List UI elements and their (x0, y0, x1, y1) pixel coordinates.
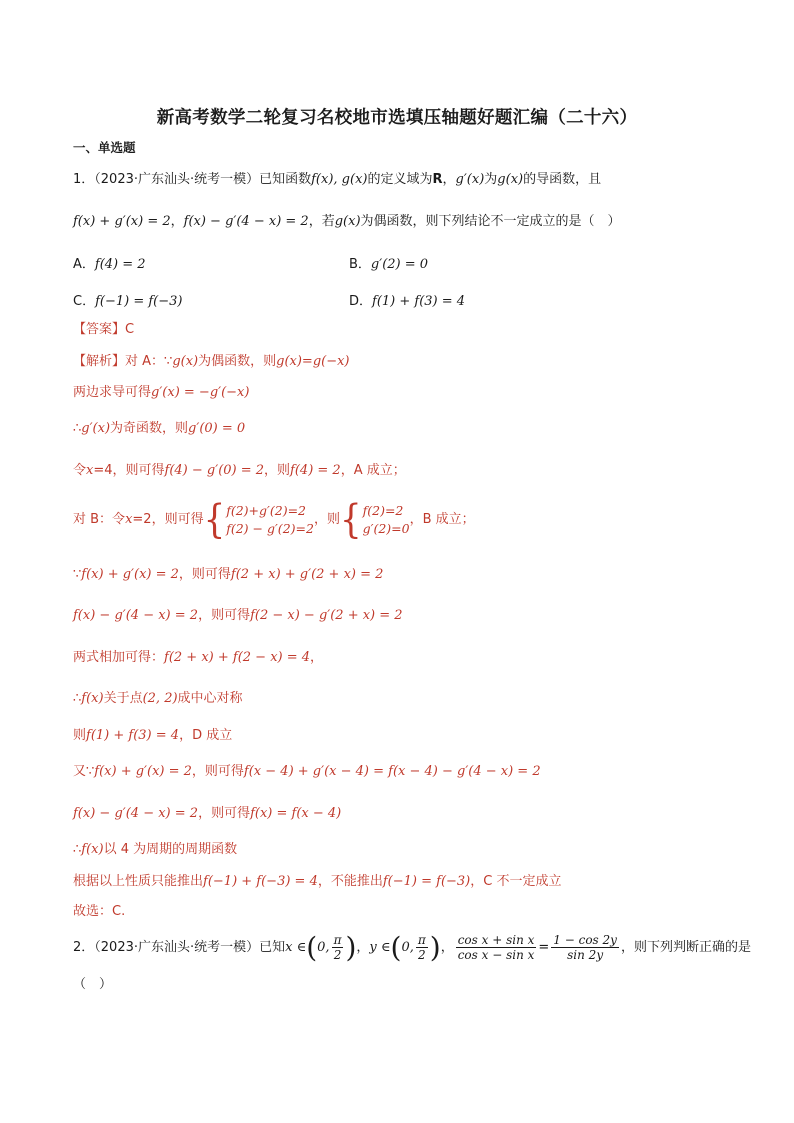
system-row: f(2)+g′(2)=2 (226, 502, 306, 518)
solution-line (73, 805, 341, 823)
fraction-trig-left (456, 933, 537, 962)
system-row: g′(2)=0 (362, 520, 410, 536)
paren-close: ) (429, 930, 441, 964)
solution-math: f(2 − x) − g′(2 + x) = 2 (250, 608, 403, 623)
solution-text: 又∵ (73, 764, 95, 779)
left-brace: { (339, 496, 362, 543)
q1-text: 的导函数，且 (523, 172, 602, 187)
solution-text: ∴ (73, 691, 82, 706)
left-brace: { (203, 496, 226, 543)
q1-math: g(x) (334, 214, 361, 229)
answer-label: 【答案】 (73, 322, 126, 337)
option-text: g′(2) = 0 (370, 257, 429, 272)
equation-system (226, 502, 314, 538)
solution-text: ，则可得 (198, 608, 251, 623)
page-title: 新高考数学二轮复习名校地市选填压轴题好题汇编（二十六） (156, 108, 638, 128)
solution-line (73, 649, 323, 667)
solution-line (73, 607, 403, 625)
solution-math: f(x) (81, 691, 104, 706)
solution-text: 两边求导可得 (73, 385, 152, 400)
numerator: π (417, 933, 426, 947)
q1-stem-line2 (73, 213, 621, 231)
solution-math: g(x)=g(−x) (276, 354, 350, 369)
option-text: f(4) = 2 (94, 257, 146, 272)
solution-text: ， (310, 650, 324, 665)
q2-math: x ∈ (285, 940, 307, 955)
solution-text: =4，则可得 (93, 463, 165, 478)
solution-math: g′(0) = 0 (188, 421, 246, 436)
system-row: f(2) − g′(2)=2 (226, 520, 314, 536)
solution-math: f(x) + g′(x) = 2 (81, 567, 179, 582)
solution-math: f(x) − g′(4 − x) = 2 (73, 608, 199, 623)
solution-text: ，则可得 (191, 764, 244, 779)
solution-math: f(x) + g′(x) = 2 (94, 764, 192, 779)
option-b (349, 253, 428, 272)
q2-text: ， (356, 940, 370, 955)
q2-text: ， (440, 940, 454, 955)
q1-text: ，若 (308, 214, 335, 229)
solution-line (73, 496, 475, 543)
solution-math: f(4) = 2 (290, 463, 341, 478)
numerator: cos x + sin x (457, 933, 535, 947)
solution-line (73, 462, 406, 480)
solution-line (73, 384, 249, 402)
answer-line (73, 321, 134, 339)
equals-sign: = (538, 940, 550, 955)
solution-line (73, 353, 350, 371)
solution-text: 关于点 (103, 691, 143, 706)
solution-text: ∵ (73, 567, 82, 582)
q1-text: ， (442, 172, 456, 187)
solution-math: f(−1) = f(−3) (382, 874, 471, 889)
q1-text: 为 (484, 172, 498, 187)
solution-math: f(4) − g′(0) = 2 (164, 463, 265, 478)
solution-math: x (86, 463, 94, 478)
denominator: cos x − sin x (457, 948, 535, 962)
solution-line (73, 566, 383, 584)
option-d (349, 290, 465, 309)
paren-open: ( (390, 930, 402, 964)
solution-math: f(x) (81, 842, 104, 857)
solution-text: ，D 成立 (179, 728, 233, 743)
section-heading: 一、单选题 (73, 140, 136, 155)
option-label: C． (73, 294, 96, 309)
solution-line (73, 763, 541, 781)
q1-math: g′(x) (455, 172, 485, 187)
solution-text: 为奇函数，则 (110, 421, 189, 436)
system-row: f(2)=2 (362, 502, 404, 518)
solution-line (73, 873, 561, 891)
option-label: A． (73, 257, 95, 272)
fraction-trig-right (551, 933, 619, 962)
solution-text: ，A 成立； (340, 463, 406, 478)
q1-math: f(x) − g′(4 − x) = 2 (183, 214, 309, 229)
solution-text: ，则 (264, 463, 291, 478)
solution-text: 则 (73, 728, 87, 743)
solution-line (73, 841, 237, 859)
paren-close: ) (345, 930, 357, 964)
solution-math: f(2 + x) + g′(2 + x) = 2 (230, 567, 384, 582)
option-text: f(1) + f(3) = 4 (372, 294, 466, 309)
q1-text: 的定义域为 (367, 172, 433, 187)
solution-math: x (125, 512, 133, 527)
solution-conclusion: 故选：C. (73, 904, 126, 919)
q2-stem-line1 (73, 930, 751, 966)
q2-stem-line2: （ ） (73, 977, 113, 992)
solution-text: =2，则可得 (132, 512, 204, 527)
q2-text: ，则下列判断正确的是 (620, 940, 751, 955)
option-label: D． (349, 294, 373, 309)
solution-math: g′(x) (81, 421, 111, 436)
denominator: sin 2y (567, 948, 604, 962)
q1-source: 1．（2023·广东汕头·统考一模）已知函数 (73, 172, 312, 187)
fraction-pi-over-2 (416, 933, 428, 962)
solution-line (73, 690, 243, 708)
solution-math: g′(x) = −g′(−x) (151, 385, 250, 400)
solution-text: 为偶函数，则 (198, 354, 277, 369)
q1-text: 为偶函数，则下列结论不一定成立的是（ ） (360, 214, 621, 229)
solution-math: f(−1) + f(−3) = 4 (203, 874, 318, 889)
q1-math: R (432, 172, 443, 187)
solution-text: 令 (73, 463, 87, 478)
q1-math: f(x) + g′(x) = 2 (73, 214, 171, 229)
solution-label: 【解析】 (73, 354, 126, 369)
option-label: B． (349, 257, 371, 272)
denominator: 2 (333, 948, 342, 962)
solution-math: f(1) + f(3) = 4 (86, 728, 180, 743)
q2-math: 0, (401, 940, 414, 955)
solution-text: ，则可得 (178, 567, 231, 582)
answer-value: C (125, 322, 135, 337)
solution-text: 以 4 为周期的周期函数 (103, 842, 238, 857)
solution-text: ，不能推出 (317, 874, 383, 889)
q2-math: 0, (317, 940, 330, 955)
denominator: 2 (417, 948, 426, 962)
option-a (73, 253, 146, 272)
numerator: π (333, 933, 342, 947)
q2-math: y ∈ (369, 940, 391, 955)
solution-math: f(x) − g′(4 − x) = 2 (73, 806, 199, 821)
solution-text: ，C 不一定成立 (470, 874, 562, 889)
solution-text: ∴ (73, 421, 82, 436)
option-text: f(−1) = f(−3) (95, 294, 183, 309)
option-c (73, 290, 182, 309)
solution-text: 成中心对称 (177, 691, 243, 706)
solution-text: ，则可得 (198, 806, 251, 821)
q1-math: g(x) (497, 172, 524, 187)
solution-math: f(x − 4) + g′(x − 4) = f(x − 4) − g′(4 − x) = 2 (243, 764, 541, 779)
q1-math: f(x), g(x) (311, 172, 368, 187)
solution-line (73, 420, 245, 438)
solution-text: ，则 (313, 512, 340, 527)
solution-math: f(x) = f(x − 4) (250, 806, 342, 821)
q2-source: 2．（2023·广东汕头·统考一模）已知 (73, 940, 286, 955)
solution-text: ∴ (73, 842, 82, 857)
solution-text: 对 A：∵ (125, 354, 173, 369)
solution-text: ，B 成立； (409, 512, 475, 527)
solution-text: 根据以上性质只能推出 (73, 874, 204, 889)
solution-line (73, 727, 232, 745)
solution-text: 两式相加可得： (73, 650, 165, 665)
paren-open: ( (306, 930, 318, 964)
solution-math: (2, 2) (142, 691, 178, 706)
solution-math: g(x) (172, 354, 199, 369)
solution-math: f(2 + x) + f(2 − x) = 4 (164, 650, 311, 665)
numerator: 1 − cos 2y (553, 933, 617, 947)
q1-stem-line1 (73, 171, 601, 189)
solution-text: 对 B：令 (73, 512, 126, 527)
q1-text: ， (170, 214, 184, 229)
equation-system (363, 502, 410, 538)
fraction-pi-over-2 (332, 933, 344, 962)
